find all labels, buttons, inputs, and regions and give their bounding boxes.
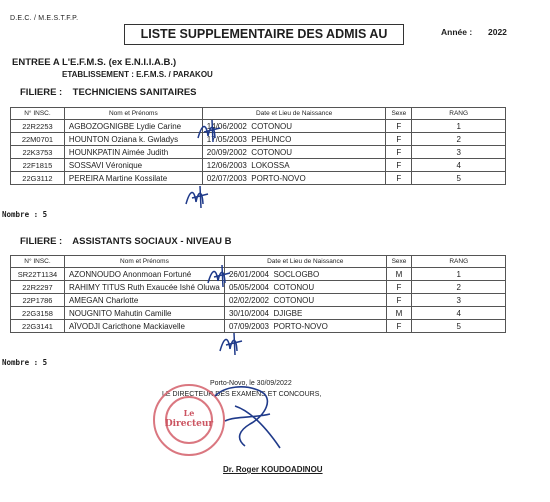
cell-naissance: [224, 268, 386, 281]
table-row: [11, 281, 506, 294]
cell-sexe: F: [386, 146, 412, 159]
initials-signature-icon: [184, 184, 212, 210]
signature-role: LE DIRECTEUR DES EXAMENS ET CONCOURS,: [162, 391, 322, 398]
col-header-sexe: Sexe: [386, 256, 412, 268]
col-header-naissance: Date et Lieu de Naissance: [224, 256, 386, 268]
cell-nom: AMEGAN Charlotte: [64, 294, 224, 307]
stamp-top-text: Le: [183, 408, 195, 418]
cell-insc: 22R2297: [11, 281, 65, 294]
nombre-count-2: Nombre : 5: [2, 358, 48, 367]
director-name: Dr. Roger KOUDOADINOU: [223, 465, 323, 474]
cell-lieu: COTONOU: [273, 295, 315, 305]
cell-rang: 4: [412, 307, 506, 320]
cell-lieu: PORTO-NOVO: [273, 321, 328, 331]
etablissement-line: ETABLISSEMENT : E.F.M.S. / PARAKOU: [62, 70, 213, 79]
table-header-row: [11, 256, 506, 268]
cell-date: 26/01/2004: [228, 269, 269, 279]
cell-insc: 22G3112: [11, 172, 65, 185]
cell-naissance: [202, 120, 386, 133]
col-header-insc: N° INSC.: [11, 256, 65, 268]
cell-date: 12/06/2003: [206, 160, 247, 170]
cell-insc: 22R2253: [11, 120, 65, 133]
cell-nom: SOSSAVI Véronique: [64, 159, 202, 172]
cell-rang: 5: [412, 172, 506, 185]
cell-nom: PEREIRA Martine Kossilate: [64, 172, 202, 185]
filiere-heading-2: [20, 236, 232, 247]
cell-insc: 22G3141: [11, 320, 65, 333]
cell-naissance: [202, 159, 386, 172]
year-value: 2022: [488, 27, 507, 37]
cell-naissance: [202, 146, 386, 159]
cell-sexe: F: [386, 159, 412, 172]
cell-lieu: COTONOU: [273, 282, 315, 292]
col-header-rang: RANG: [412, 108, 506, 120]
admis-table-1: [10, 107, 506, 185]
cell-nom: RAHIMY TITUS Ruth Exaucée Ishé Oluwa: [64, 281, 224, 294]
filiere-label: FILIERE :: [20, 236, 63, 247]
cell-rang: 2: [412, 133, 506, 146]
table-row: [11, 172, 506, 185]
cell-sexe: M: [386, 307, 412, 320]
cell-date: 07/09/2003: [228, 321, 269, 331]
cell-rang: 3: [412, 294, 506, 307]
cell-sexe: F: [386, 320, 412, 333]
cell-sexe: F: [386, 120, 412, 133]
cell-lieu: PEHUNCO: [251, 134, 292, 144]
col-header-insc: N° INSC.: [11, 108, 65, 120]
table-row: [11, 307, 506, 320]
filiere-label: FILIERE :: [20, 87, 63, 98]
signature-place-date: Porto-Novo, le 30/09/2022: [210, 380, 292, 387]
stamp-main-text: Directeur: [164, 419, 214, 429]
cell-rang: 4: [412, 159, 506, 172]
cell-date: 14/06/2002: [206, 121, 247, 131]
table-row: [11, 120, 506, 133]
cell-sexe: M: [386, 268, 412, 281]
cell-lieu: DJIGBE: [273, 308, 303, 318]
document-reference: D.E.C. / M.E.S.T.F.P.: [10, 15, 79, 22]
cell-sexe: F: [386, 172, 412, 185]
cell-lieu: COTONOU: [251, 147, 293, 157]
nombre-count-1: Nombre : 5: [2, 210, 48, 219]
table-row: [11, 320, 506, 333]
table-row: [11, 294, 506, 307]
document-title: LISTE SUPPLEMENTAIRE DES ADMIS AU: [124, 24, 404, 45]
cell-rang: 1: [412, 268, 506, 281]
col-header-rang: RANG: [412, 256, 506, 268]
cell-sexe: F: [386, 281, 412, 294]
cell-date: 30/10/2004: [228, 308, 269, 318]
table-row: [11, 133, 506, 146]
cell-insc: SR22T1134: [11, 268, 65, 281]
filiere-name: TECHNICIENS SANITAIRES: [72, 87, 197, 98]
col-header-sexe: Sexe: [386, 108, 412, 120]
cell-nom: HOUNKPATIN Aimée Judith: [64, 146, 202, 159]
cell-date: 05/05/2004: [228, 282, 269, 292]
filiere-name: ASSISTANTS SOCIAUX - NIVEAU B: [72, 236, 232, 247]
cell-insc: 22F1815: [11, 159, 65, 172]
cell-nom: AÏVODJI Caricthone Mackiavelle: [64, 320, 224, 333]
cell-rang: 1: [412, 120, 506, 133]
initials-signature-icon: [196, 118, 224, 144]
cell-naissance: [202, 172, 386, 185]
cell-sexe: F: [386, 133, 412, 146]
table-row: [11, 159, 506, 172]
cell-insc: 22G3158: [11, 307, 65, 320]
cell-naissance: [224, 320, 386, 333]
cell-date: 20/09/2002: [206, 147, 247, 157]
cell-naissance: [202, 133, 386, 146]
cell-date: 17/05/2003: [206, 134, 247, 144]
year-label: Année :: [441, 27, 473, 37]
director-signature-icon: [205, 376, 295, 456]
cell-sexe: F: [386, 294, 412, 307]
cell-nom: NOUGNITO Mahutin Camille: [64, 307, 224, 320]
cell-rang: 3: [412, 146, 506, 159]
cell-date: 02/02/2002: [228, 295, 269, 305]
cell-naissance: [224, 307, 386, 320]
cell-lieu: PORTO-NOVO: [251, 173, 306, 183]
cell-rang: 2: [412, 281, 506, 294]
admis-table-2: [10, 255, 506, 333]
cell-nom: HOUNTON Oziana k. Gwladys: [64, 133, 202, 146]
cell-lieu: LOKOSSA: [251, 160, 290, 170]
filiere-heading-1: [20, 87, 197, 98]
cell-insc: 22K3753: [11, 146, 65, 159]
cell-lieu: COTONOU: [251, 121, 293, 131]
cell-naissance: [224, 294, 386, 307]
initials-signature-icon: [218, 331, 246, 357]
cell-naissance: [224, 281, 386, 294]
col-header-naissance: Date et Lieu de Naissance: [202, 108, 386, 120]
cell-insc: 22P1786: [11, 294, 65, 307]
cell-nom: AGBOZOGNIGBE Lydie Carine: [64, 120, 202, 133]
col-header-nom: Nom et Prénoms: [64, 108, 202, 120]
table-row: [11, 268, 506, 281]
cell-insc: 22M0701: [11, 133, 65, 146]
cell-nom: AZONNOUDO Anonmoan Fortuné: [64, 268, 224, 281]
table-header-row: [11, 108, 506, 120]
cell-rang: 5: [412, 320, 506, 333]
entree-heading: ENTREE A L'E.F.M.S. (ex E.N.I.I.A.B.): [12, 57, 177, 68]
col-header-nom: Nom et Prénoms: [64, 256, 224, 268]
initials-signature-icon: [206, 263, 234, 289]
cell-lieu: SOCLOGBO: [273, 269, 320, 279]
cell-date: 02/07/2003: [206, 173, 247, 183]
table-row: [11, 146, 506, 159]
